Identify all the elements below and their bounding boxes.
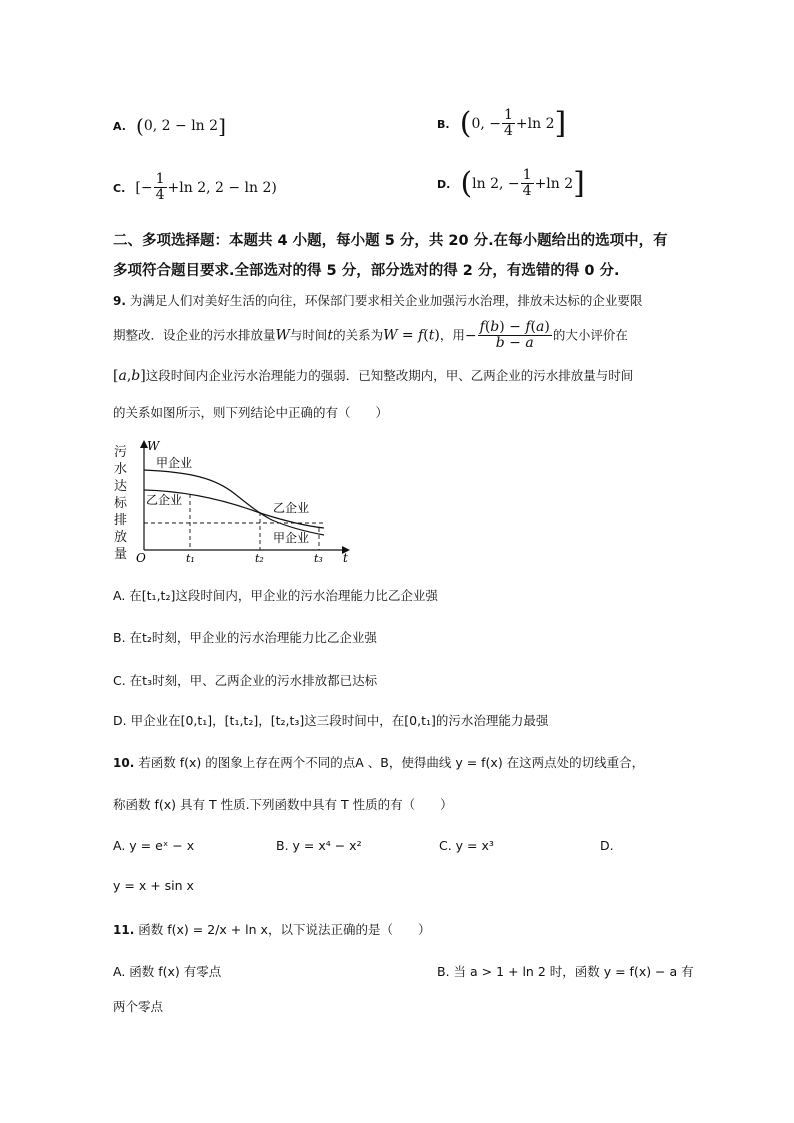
q10-option-c[interactable]: C. y = x³: [439, 838, 494, 853]
option-b-math: (0, − $\frac{1}{4}$ +ln 2]: [459, 105, 567, 141]
q9-text-3: 这段时间内企业污水治理能力的强弱．已知整改期内，甲、乙两企业的污水排放量与时间: [145, 368, 634, 383]
q11-option-a[interactable]: A. 函数 f(x) 有零点: [113, 964, 222, 979]
question-number: 10.: [113, 756, 135, 770]
q10-option-d-text[interactable]: y = x + sin x: [113, 878, 194, 893]
q9-text-1: 为满足人们对美好生活的向往，环保部门要求相关企业加强污水治理，排放未达标的企业要限: [129, 293, 643, 308]
q9-option-c[interactable]: C. 在t₃时刻，甲、乙两企业的污水排放都已达标: [113, 673, 378, 688]
q11-line1: [113, 920, 430, 938]
option-a-math: (0, 2 − ln 2]: [136, 114, 226, 138]
jia-right-label: 甲企业: [273, 531, 310, 545]
emission-graph: [110, 436, 350, 568]
q9-option-d[interactable]: D. 甲企业在[0,t₁]，[t₁,t₂]，[t₂,t₃]这三段时间中，在[0,t₁]的污水治理能力最强: [113, 713, 549, 728]
q9-text-2b: 与时间: [289, 327, 328, 343]
q10-text-1: 若函数 f(x) 的图象上存在两个不同的点A 、B，使得曲线 y = f(x) 在这两点处的切线重合，: [138, 755, 645, 770]
t1-label: t₁: [186, 552, 195, 565]
yi-right-label: 乙企业: [273, 501, 310, 515]
t2-label: t₂: [255, 552, 264, 565]
option-key: C.: [113, 181, 126, 195]
var-w: W: [275, 327, 290, 344]
question-number: 9.: [113, 294, 126, 308]
q9-text-2e: 的大小评价在: [552, 327, 628, 343]
t3-label: t₃: [314, 552, 323, 565]
y-axis-label: [114, 445, 128, 562]
option-key: A.: [113, 120, 126, 133]
q8-option-b[interactable]: [437, 105, 567, 141]
q10-option-a[interactable]: A. y = eˣ − x: [113, 838, 195, 853]
option-c-math: [− $\frac{1}{4}$ +ln 2, 2 − ln 2): [135, 171, 277, 203]
q10-line2: 称函数 f(x) 具有 T 性质.下列函数中具有 T 性质的有（ ）: [113, 797, 453, 812]
q9-text-2c: 的关系为: [333, 327, 384, 343]
q8-option-d[interactable]: [437, 165, 585, 201]
q8-option-a[interactable]: [113, 116, 226, 136]
option-key: B.: [437, 117, 450, 131]
question-number: 11.: [113, 923, 135, 937]
svg-text:放: 放: [114, 530, 128, 545]
section-heading-line1: 二、多项选择题：本题共 4 小题，每小题 5 分，共 20 分.在每小题给出的选项中，有: [113, 233, 668, 249]
q9-text-2a: 期整改．设企业的污水排放量: [113, 327, 276, 343]
option-d-math: (ln 2, − $\frac{1}{4}$ +ln 2]: [460, 165, 585, 201]
yi-top-label: 乙企业: [146, 493, 183, 507]
option-key: D.: [437, 177, 451, 191]
q9-option-b[interactable]: B. 在t₂时刻，甲企业的污水治理能力比乙企业强: [113, 630, 377, 645]
jia-top-label: 甲企业: [156, 456, 193, 470]
svg-text:量: 量: [114, 547, 128, 562]
q9-line3: [113, 366, 633, 384]
svg-text:达: 达: [114, 479, 128, 494]
q10-option-b[interactable]: B. y = x⁴ − x²: [276, 838, 362, 853]
rate-fraction: − $\frac{f(b) - f(a)}{b - a}$: [464, 319, 550, 351]
q9-text-2d: ，用: [439, 327, 465, 343]
var-t: t: [327, 327, 334, 344]
q9-line1: [113, 291, 642, 309]
origin-label: O: [136, 551, 146, 565]
q10-line1: [113, 753, 644, 771]
q11-option-b[interactable]: B. 当 a > 1 + ln 2 时，函数 y = f(x) − a 有: [437, 964, 694, 979]
svg-text:污: 污: [114, 445, 128, 460]
section-heading-line2: 多项符合题目要求.全部选对的得 5 分，部分选对的得 2 分，有选错的得 0 分.: [113, 263, 620, 279]
y-var-label: W: [147, 439, 160, 453]
svg-text:排: 排: [114, 513, 128, 528]
q10-option-d-key[interactable]: D.: [600, 838, 614, 853]
svg-text:水: 水: [114, 462, 128, 477]
q8-option-c[interactable]: [113, 172, 277, 203]
q9-line2: [113, 320, 628, 351]
q11-option-b-cont[interactable]: 两个零点: [113, 999, 164, 1014]
svg-text:标: 标: [114, 496, 128, 511]
interval-ab: [a,b]: [113, 368, 146, 384]
x-var-label: t: [343, 551, 348, 565]
formula-w-ft: W = f(t): [383, 327, 440, 344]
q9-line4: 的关系如图所示，则下列结论中正确的有（ ）: [113, 405, 389, 420]
q9-option-a[interactable]: A. 在[t₁,t₂]这段时间内，甲企业的污水治理能力比乙企业强: [113, 588, 438, 603]
q11-text-1: 函数 f(x) = 2/x + ln x，以下说法正确的是（ ）: [138, 922, 431, 937]
